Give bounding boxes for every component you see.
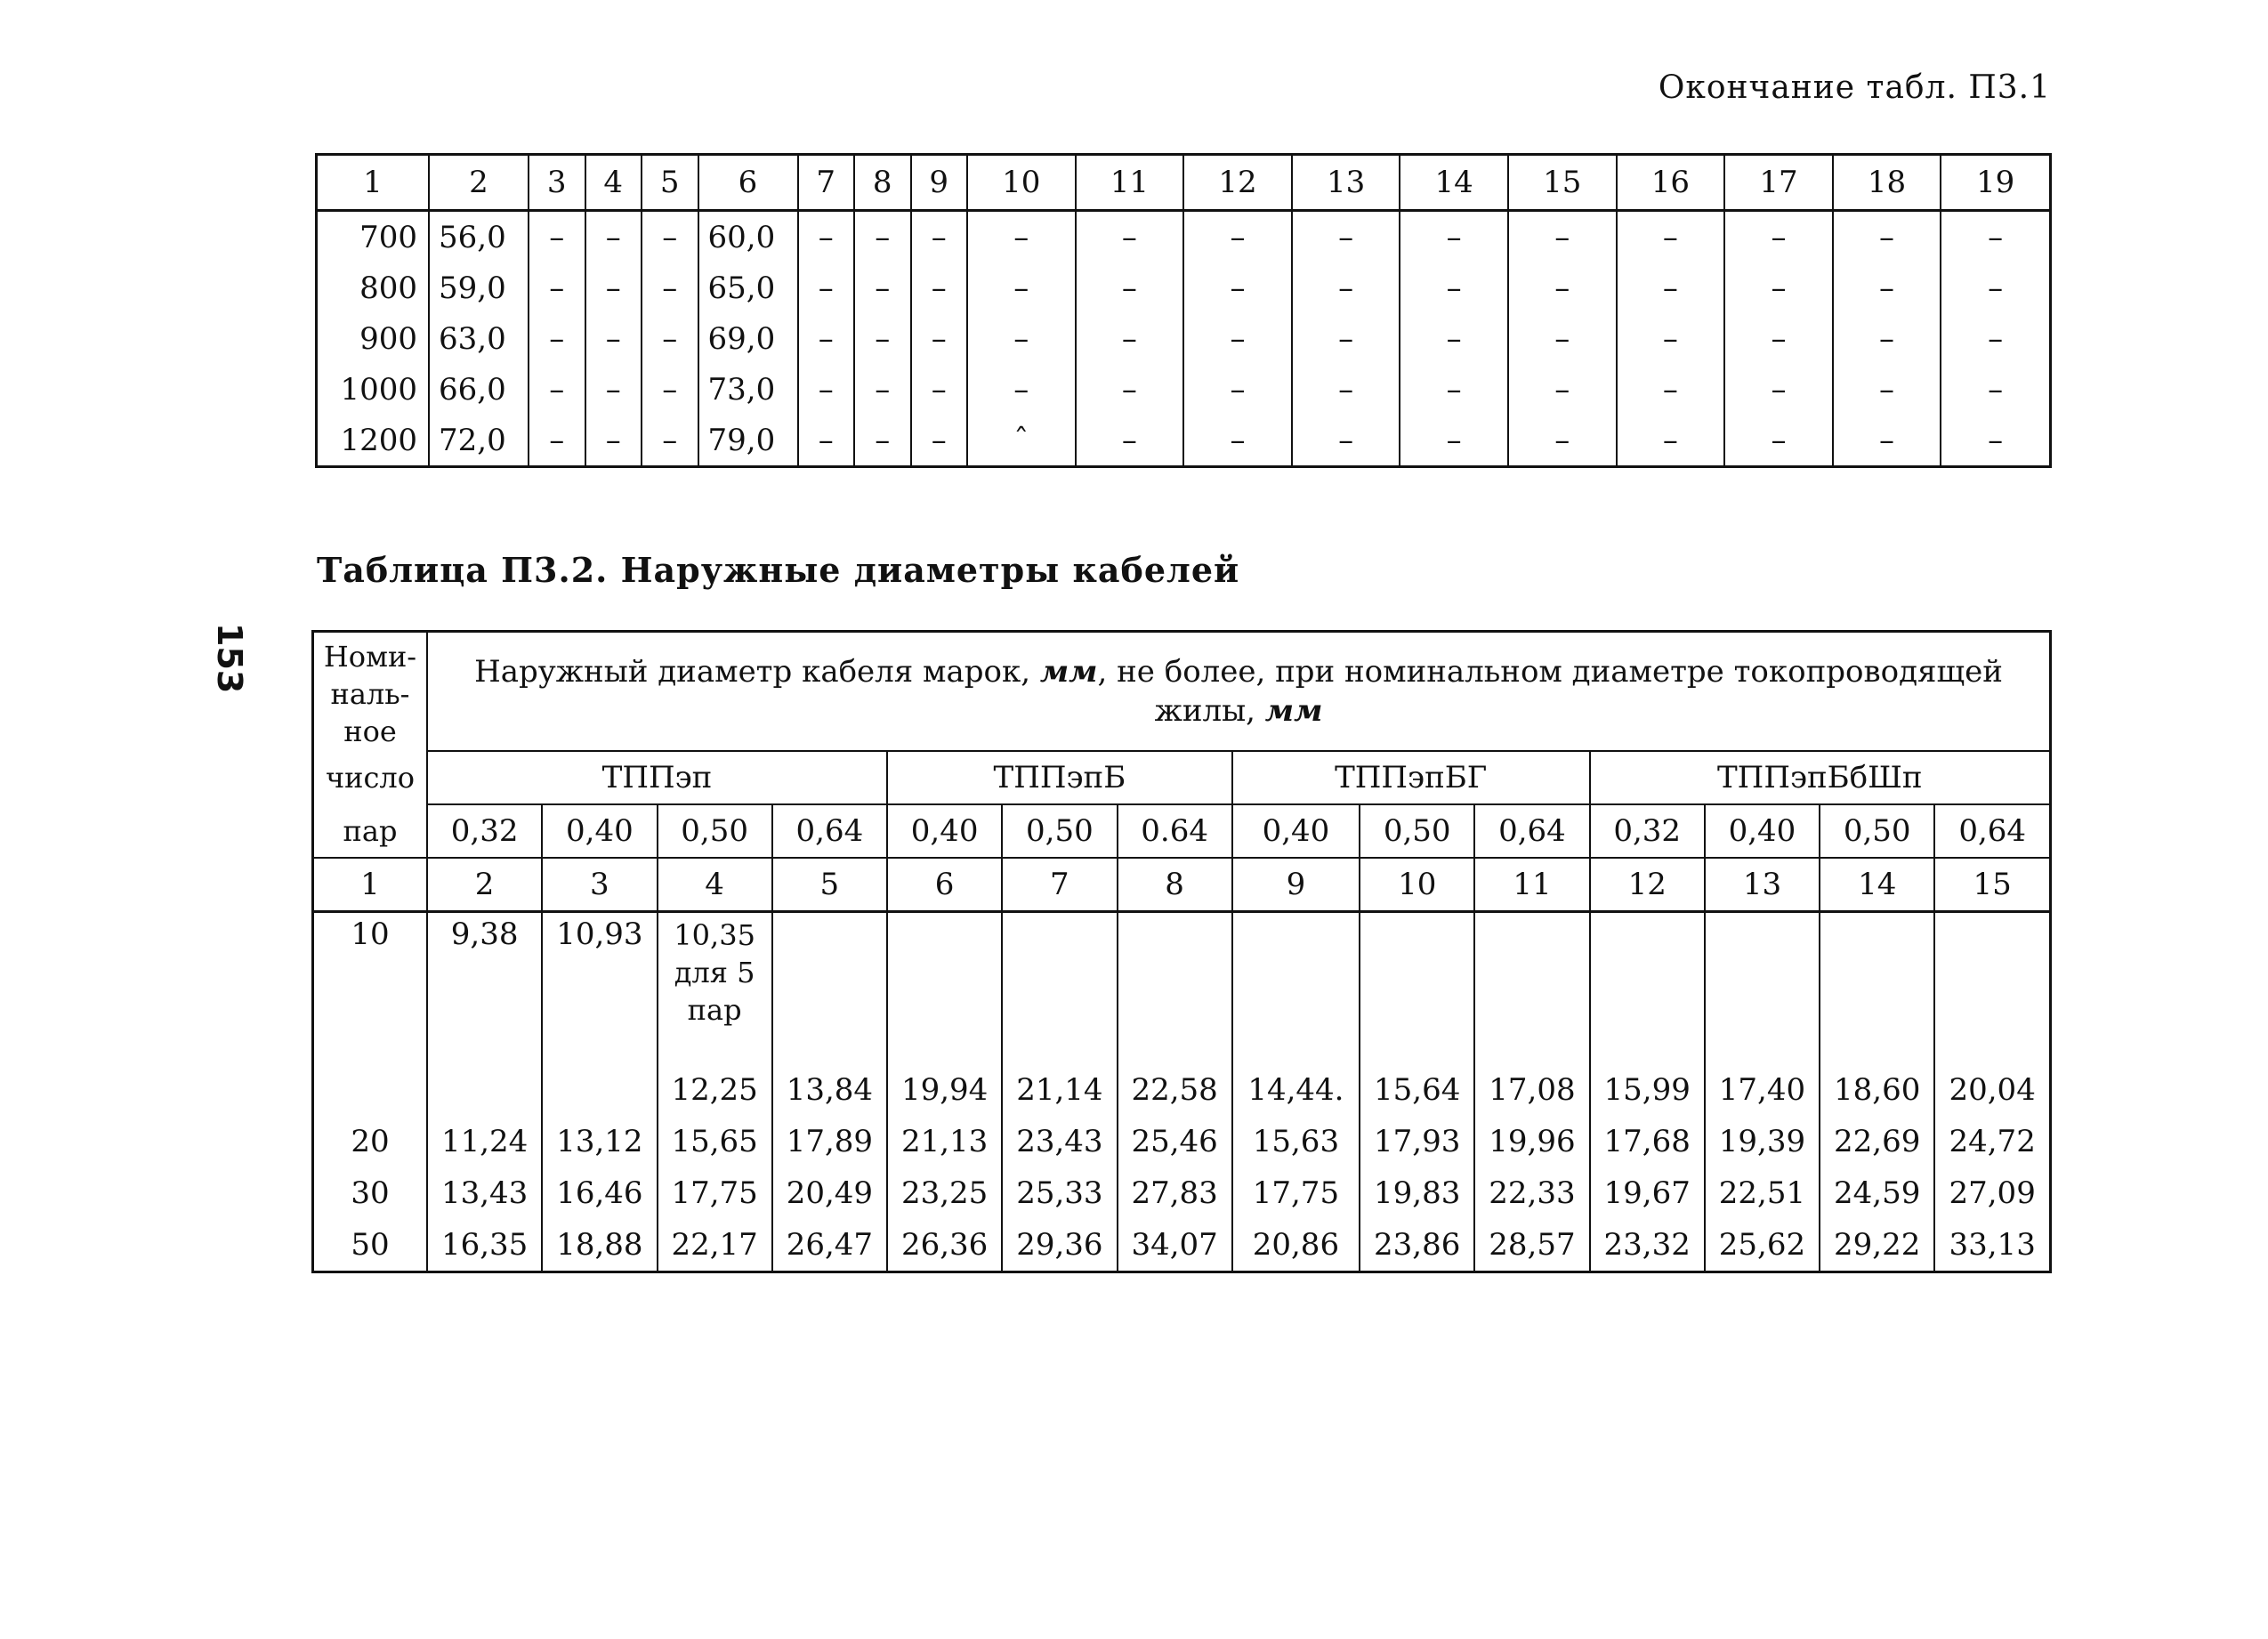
value-cell: – [642, 262, 698, 313]
value-cell: 12,25 [658, 1064, 772, 1116]
table-p3-1-end [315, 153, 2052, 468]
value-cell: – [642, 364, 698, 415]
column-number-cell: 11 [1076, 155, 1184, 211]
value-cell: 13,12 [542, 1116, 657, 1167]
value-cell: 29,22 [1820, 1219, 1934, 1272]
column-number-cell: 14 [1820, 858, 1934, 912]
column-number-cell: 13 [1292, 155, 1400, 211]
diameter-header: 0,64 [1474, 804, 1589, 858]
column-number-cell: 11 [1474, 858, 1589, 912]
value-cell: – [967, 262, 1076, 313]
empty-cell [427, 1064, 542, 1116]
empty-cell [1232, 912, 1360, 1065]
empty-cell [1934, 912, 2050, 1065]
column-number-cell: 5 [772, 858, 887, 912]
table-continuation-label: Окончание табл. П3.1 [1658, 69, 2051, 106]
empty-cell [1474, 912, 1589, 1065]
column-number-cell: 9 [1232, 858, 1360, 912]
value-cell: 73,0 [698, 364, 798, 415]
value-cell: 23,32 [1590, 1219, 1705, 1272]
value-cell: 26,47 [772, 1219, 887, 1272]
table-p3-2-title: Таблица П3.2. Наружные диаметры кабелей [317, 550, 1240, 590]
value-cell: – [798, 313, 855, 364]
diameter-header: 0,40 [1232, 804, 1360, 858]
table-row [317, 262, 2051, 313]
value-cell: – [1508, 211, 1617, 263]
value-cell: – [1617, 415, 1725, 467]
pairs-cell: 20 [313, 1116, 428, 1167]
value-cell: 17,93 [1360, 1116, 1474, 1167]
value-cell: – [798, 415, 855, 467]
column-number-cell: 3 [542, 858, 657, 912]
value-cell: – [1183, 313, 1292, 364]
value-cell: – [911, 262, 968, 313]
value-cell: – [798, 211, 855, 263]
value-cell: – [1617, 364, 1725, 415]
value-cell: – [529, 415, 585, 467]
value-cell: – [1941, 211, 2050, 263]
empty-cell [887, 912, 1002, 1065]
value-cell: 1000 [317, 364, 430, 415]
value-cell: 17,68 [1590, 1116, 1705, 1167]
empty-cell [1360, 912, 1474, 1065]
value-cell: – [1941, 262, 2050, 313]
value-cell: 23,25 [887, 1167, 1002, 1219]
value-cell: – [1833, 313, 1941, 364]
value-cell: 21,13 [887, 1116, 1002, 1167]
value-cell: – [967, 364, 1076, 415]
table-row [317, 313, 2051, 364]
value-cell: – [911, 364, 968, 415]
value-cell: 16,46 [542, 1167, 657, 1219]
value-cell: 22,58 [1118, 1064, 1232, 1116]
column-number-cell: 7 [1002, 858, 1117, 912]
diameter-header: 0,40 [542, 804, 657, 858]
column-number-cell: 9 [911, 155, 968, 211]
diameter-header: 0.64 [1118, 804, 1232, 858]
value-cell: – [1183, 364, 1292, 415]
value-cell: – [1941, 313, 2050, 364]
value-cell: – [911, 415, 968, 467]
stub-line: пар [313, 804, 428, 858]
value-cell: – [1076, 415, 1184, 467]
value-cell: – [1833, 415, 1941, 467]
value-cell: 700 [317, 211, 430, 263]
table-row [317, 364, 2051, 415]
value-cell: – [1400, 364, 1508, 415]
stub-line: ное [343, 715, 397, 748]
value-cell: – [585, 364, 642, 415]
table-row [313, 1167, 2051, 1219]
value-cell: – [1724, 313, 1833, 364]
value-cell: – [1400, 313, 1508, 364]
empty-cell [1590, 912, 1705, 1065]
empty-cell [313, 1064, 428, 1116]
value-cell: 15,99 [1590, 1064, 1705, 1116]
note-line: пар [687, 993, 742, 1027]
value-cell: 33,13 [1934, 1219, 2050, 1272]
value-cell: – [854, 415, 911, 467]
value-cell: – [529, 313, 585, 364]
value-cell: 800 [317, 262, 430, 313]
value-cell: 15,65 [658, 1116, 772, 1167]
column-number-cell: 19 [1941, 155, 2050, 211]
column-number-cell: 2 [427, 858, 542, 912]
value-cell: 72,0 [429, 415, 529, 467]
value-cell: 56,0 [429, 211, 529, 263]
stub-line: наль- [330, 677, 410, 711]
value-cell: – [585, 211, 642, 263]
column-number-cell: 18 [1833, 155, 1941, 211]
value-cell: 9,38 [427, 912, 542, 1065]
value-cell: 24,72 [1934, 1116, 2050, 1167]
value-cell: – [967, 313, 1076, 364]
value-cell: – [1724, 262, 1833, 313]
value-cell: 59,0 [429, 262, 529, 313]
column-number-cell: 15 [1508, 155, 1617, 211]
value-cell: 25,33 [1002, 1167, 1117, 1219]
column-number-cell: 1 [317, 155, 430, 211]
value-cell: – [1400, 415, 1508, 467]
diameter-header: 0,40 [1705, 804, 1820, 858]
value-cell: 63,0 [429, 313, 529, 364]
main-header [427, 632, 2051, 752]
column-number-cell: 2 [429, 155, 529, 211]
value-cell: 19,94 [887, 1064, 1002, 1116]
table-row [313, 1116, 2051, 1167]
diameter-header: 0,50 [658, 804, 772, 858]
value-cell: 34,07 [1118, 1219, 1232, 1272]
value-cell: 19,83 [1360, 1167, 1474, 1219]
group-header: ТППэпБ [887, 751, 1232, 804]
value-cell: – [1617, 262, 1725, 313]
value-cell: – [1508, 313, 1617, 364]
value-cell: 18,88 [542, 1219, 657, 1272]
value-cell: – [1076, 313, 1184, 364]
column-number-cell: 4 [585, 155, 642, 211]
diameter-header: 0,64 [772, 804, 887, 858]
unit-mm: мм [1264, 693, 1323, 729]
value-cell: – [854, 211, 911, 263]
column-number-cell: 10 [1360, 858, 1474, 912]
value-cell: – [1183, 211, 1292, 263]
column-number-cell: 14 [1400, 155, 1508, 211]
column-number-cell: 15 [1934, 858, 2050, 912]
value-cell: – [1076, 262, 1184, 313]
value-cell: – [1076, 211, 1184, 263]
group-header: ТППэп [427, 751, 887, 804]
empty-cell [1705, 912, 1820, 1065]
main-header-text: Наружный диаметр кабеля марок, [474, 654, 1031, 690]
value-cell: 15,64 [1360, 1064, 1474, 1116]
diameter-header: 0,50 [1360, 804, 1474, 858]
value-cell: – [1508, 415, 1617, 467]
column-number-cell: 5 [642, 155, 698, 211]
value-cell: 26,36 [887, 1219, 1002, 1272]
value-cell: – [1508, 262, 1617, 313]
group-header: ТППэпБбШп [1590, 751, 2051, 804]
pairs-cell: 10 [313, 912, 428, 1065]
value-cell: 22,69 [1820, 1116, 1934, 1167]
value-cell: – [1724, 415, 1833, 467]
value-cell-note [658, 912, 772, 1065]
diameter-header: 0,32 [427, 804, 542, 858]
value-cell: 1200 [317, 415, 430, 467]
value-cell: – [1183, 262, 1292, 313]
value-cell: – [585, 262, 642, 313]
column-number-cell: 4 [658, 858, 772, 912]
value-cell: ˆ [967, 415, 1076, 467]
value-cell: 17,75 [658, 1167, 772, 1219]
column-number-cell: 17 [1724, 155, 1833, 211]
column-number-cell: 8 [1118, 858, 1232, 912]
value-cell: – [1292, 415, 1400, 467]
value-cell: 18,60 [1820, 1064, 1934, 1116]
empty-cell [772, 912, 887, 1065]
column-number-cell: 6 [698, 155, 798, 211]
value-cell: – [642, 313, 698, 364]
value-cell: – [1833, 364, 1941, 415]
column-number-cell: 16 [1617, 155, 1725, 211]
value-cell: – [1833, 262, 1941, 313]
value-cell: 23,86 [1360, 1219, 1474, 1272]
value-cell: – [642, 211, 698, 263]
value-cell: 19,67 [1590, 1167, 1705, 1219]
table-row [317, 415, 2051, 467]
value-cell: 13,84 [772, 1064, 887, 1116]
value-cell: 69,0 [698, 313, 798, 364]
value-cell: – [798, 364, 855, 415]
page-number: 153 [210, 623, 249, 694]
empty-cell [1820, 912, 1934, 1065]
diameter-header: 0,32 [1590, 804, 1705, 858]
column-number-cell: 12 [1183, 155, 1292, 211]
value-cell: – [585, 313, 642, 364]
value-cell: 25,62 [1705, 1219, 1820, 1272]
value-cell: – [1508, 364, 1617, 415]
group-header: ТППэпБГ [1232, 751, 1590, 804]
value-cell: – [911, 211, 968, 263]
value-cell: 23,43 [1002, 1116, 1117, 1167]
value-cell: – [529, 262, 585, 313]
value-cell: 17,08 [1474, 1064, 1589, 1116]
value-cell: – [1292, 313, 1400, 364]
diameter-header: 0,64 [1934, 804, 2050, 858]
column-number-cell: 1 [313, 858, 428, 912]
column-number-cell: 13 [1705, 858, 1820, 912]
diameter-header: 0,50 [1002, 804, 1117, 858]
value-cell: – [1617, 313, 1725, 364]
table-p3-2 [311, 630, 2052, 1273]
value-cell: 20,86 [1232, 1219, 1360, 1272]
column-number-cell: 7 [798, 155, 855, 211]
value-cell: – [1076, 364, 1184, 415]
value-cell: – [854, 313, 911, 364]
unit-mm: мм [1039, 654, 1098, 690]
table-row [313, 1219, 2051, 1272]
value-cell: 21,14 [1002, 1064, 1117, 1116]
value-cell: – [529, 364, 585, 415]
value-cell: 17,75 [1232, 1167, 1360, 1219]
value-cell: 14,44. [1232, 1064, 1360, 1116]
value-cell: 19,96 [1474, 1116, 1589, 1167]
value-cell: 60,0 [698, 211, 798, 263]
value-cell: – [529, 211, 585, 263]
diameter-header: 0,50 [1820, 804, 1934, 858]
column-number-cell: 8 [854, 155, 911, 211]
value-cell: 28,57 [1474, 1219, 1589, 1272]
pairs-cell: 30 [313, 1167, 428, 1219]
value-cell: 19,39 [1705, 1116, 1820, 1167]
empty-cell [542, 1064, 657, 1116]
column-number-cell: 10 [967, 155, 1076, 211]
value-cell: 15,63 [1232, 1116, 1360, 1167]
value-cell: 900 [317, 313, 430, 364]
diameter-header: 0,40 [887, 804, 1002, 858]
pairs-cell: 50 [313, 1219, 428, 1272]
value-cell: 17,40 [1705, 1064, 1820, 1116]
value-cell: – [1292, 262, 1400, 313]
value-cell: 16,35 [427, 1219, 542, 1272]
value-cell: 22,33 [1474, 1167, 1589, 1219]
value-cell: 10,93 [542, 912, 657, 1065]
value-cell: 20,04 [1934, 1064, 2050, 1116]
value-cell: 66,0 [429, 364, 529, 415]
column-number-cell: 3 [529, 155, 585, 211]
value-cell: 22,51 [1705, 1167, 1820, 1219]
note-line: 10,35 [674, 918, 755, 952]
value-cell: – [1941, 415, 2050, 467]
value-cell: 79,0 [698, 415, 798, 467]
value-cell: 65,0 [698, 262, 798, 313]
value-cell: – [1183, 415, 1292, 467]
table-row [317, 211, 2051, 263]
stub-line: число [313, 751, 428, 804]
value-cell: – [854, 262, 911, 313]
value-cell: – [967, 211, 1076, 263]
value-cell: 13,43 [427, 1167, 542, 1219]
value-cell: – [1400, 211, 1508, 263]
value-cell: 29,36 [1002, 1219, 1117, 1272]
value-cell: – [642, 415, 698, 467]
column-number-cell: 12 [1590, 858, 1705, 912]
value-cell: 20,49 [772, 1167, 887, 1219]
note-line: для 5 [674, 956, 755, 989]
value-cell: 24,59 [1820, 1167, 1934, 1219]
value-cell: – [1617, 211, 1725, 263]
main-header-text: , не более, при номинальном диаметре токопроводящей жилы, [1097, 654, 2003, 729]
value-cell: – [911, 313, 968, 364]
value-cell: 25,46 [1118, 1116, 1232, 1167]
value-cell: 22,17 [658, 1219, 772, 1272]
value-cell: – [798, 262, 855, 313]
stub-line: Номи- [323, 640, 417, 674]
value-cell: – [585, 415, 642, 467]
value-cell: – [1833, 211, 1941, 263]
value-cell: – [1941, 364, 2050, 415]
value-cell: – [854, 364, 911, 415]
value-cell: – [1400, 262, 1508, 313]
stub-header [313, 632, 428, 752]
empty-cell [1118, 912, 1232, 1065]
value-cell: – [1292, 211, 1400, 263]
value-cell: 27,09 [1934, 1167, 2050, 1219]
empty-cell [1002, 912, 1117, 1065]
column-number-cell: 6 [887, 858, 1002, 912]
value-cell: 17,89 [772, 1116, 887, 1167]
value-cell: 27,83 [1118, 1167, 1232, 1219]
value-cell: – [1292, 364, 1400, 415]
value-cell: – [1724, 364, 1833, 415]
value-cell: 11,24 [427, 1116, 542, 1167]
value-cell: – [1724, 211, 1833, 263]
